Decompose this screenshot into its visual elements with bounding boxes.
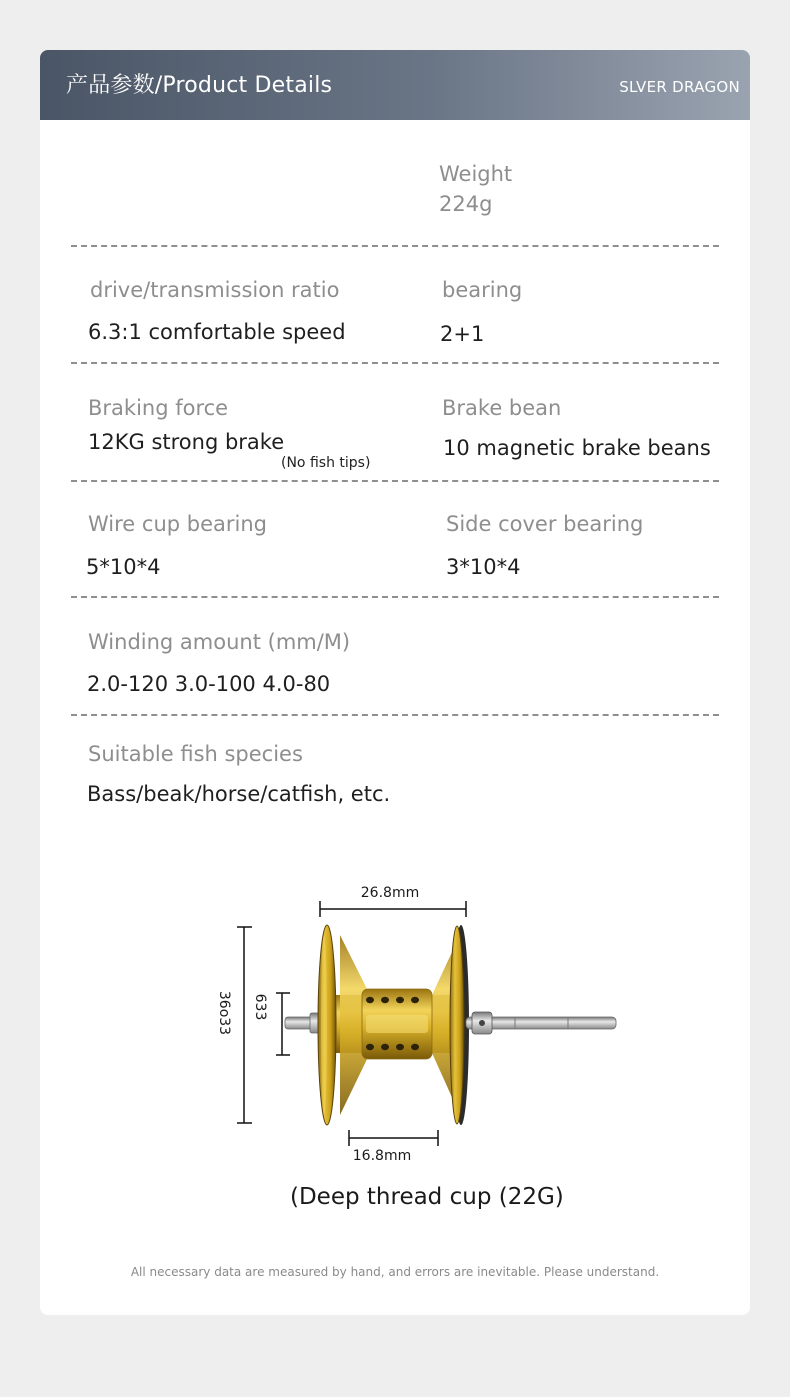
page-title: 产品参数/Product Details <box>66 73 333 98</box>
divider-2 <box>71 362 719 364</box>
ratio-value: 6.3:1 comfortable speed <box>88 320 346 344</box>
side-cover-value: 3*10*4 <box>446 555 521 579</box>
divider-4 <box>71 596 719 598</box>
left-flange <box>318 925 336 1125</box>
outer-diameter-dimension <box>216 927 252 1123</box>
divider-1 <box>71 245 719 247</box>
header-bar <box>40 50 750 120</box>
spool-body <box>332 935 466 1115</box>
brake-bean-label: Brake bean <box>442 396 562 420</box>
braking-note: (No fish tips) <box>281 455 371 471</box>
brake-bean-value: 10 magnetic brake beans <box>443 436 711 460</box>
product-details-card <box>40 50 750 1315</box>
braking-label: Braking force <box>88 396 229 420</box>
side-cover-label: Side cover bearing <box>446 512 644 536</box>
bottom-width-label: 16.8mm <box>352 1148 412 1164</box>
footer-disclaimer: All necessary data are measured by hand, and errors are inevitable. Please understand. <box>130 1265 660 1279</box>
right-shaft <box>466 1012 616 1034</box>
ratio-label: drive/transmission ratio <box>90 278 340 302</box>
winding-label: Winding amount (mm/M) <box>88 630 351 654</box>
top-width-dimension <box>320 885 466 917</box>
outer-diameter-label: 36o33 <box>216 990 232 1036</box>
bearing-value: 2+1 <box>440 322 485 346</box>
wire-cup-label: Wire cup bearing <box>88 512 267 536</box>
spool-diagram <box>40 875 750 1185</box>
brand-name: SLVER DRAGON <box>619 78 740 96</box>
winding-value: 2.0-120 3.0-100 4.0-80 <box>87 672 331 696</box>
wire-cup-value: 5*10*4 <box>86 555 161 579</box>
fish-value: Bass/beak/horse/catfish, etc. <box>87 782 391 806</box>
braking-value: 12KG strong brake <box>88 430 285 454</box>
diagram-caption: (Deep thread cup (22G) <box>290 1184 564 1210</box>
bottom-width-dimension <box>349 1130 438 1164</box>
fish-label: Suitable fish species <box>88 742 303 766</box>
top-width-label: 26.8mm <box>360 885 420 901</box>
inner-diameter-dimension <box>252 993 290 1055</box>
weight-label: Weight <box>439 162 513 186</box>
weight-value: 224g <box>439 192 493 216</box>
bearing-label: bearing <box>442 278 523 302</box>
inner-diameter-label: 633 <box>252 993 268 1021</box>
divider-5 <box>71 714 719 716</box>
divider-3 <box>71 480 719 482</box>
left-shaft <box>285 1013 322 1033</box>
